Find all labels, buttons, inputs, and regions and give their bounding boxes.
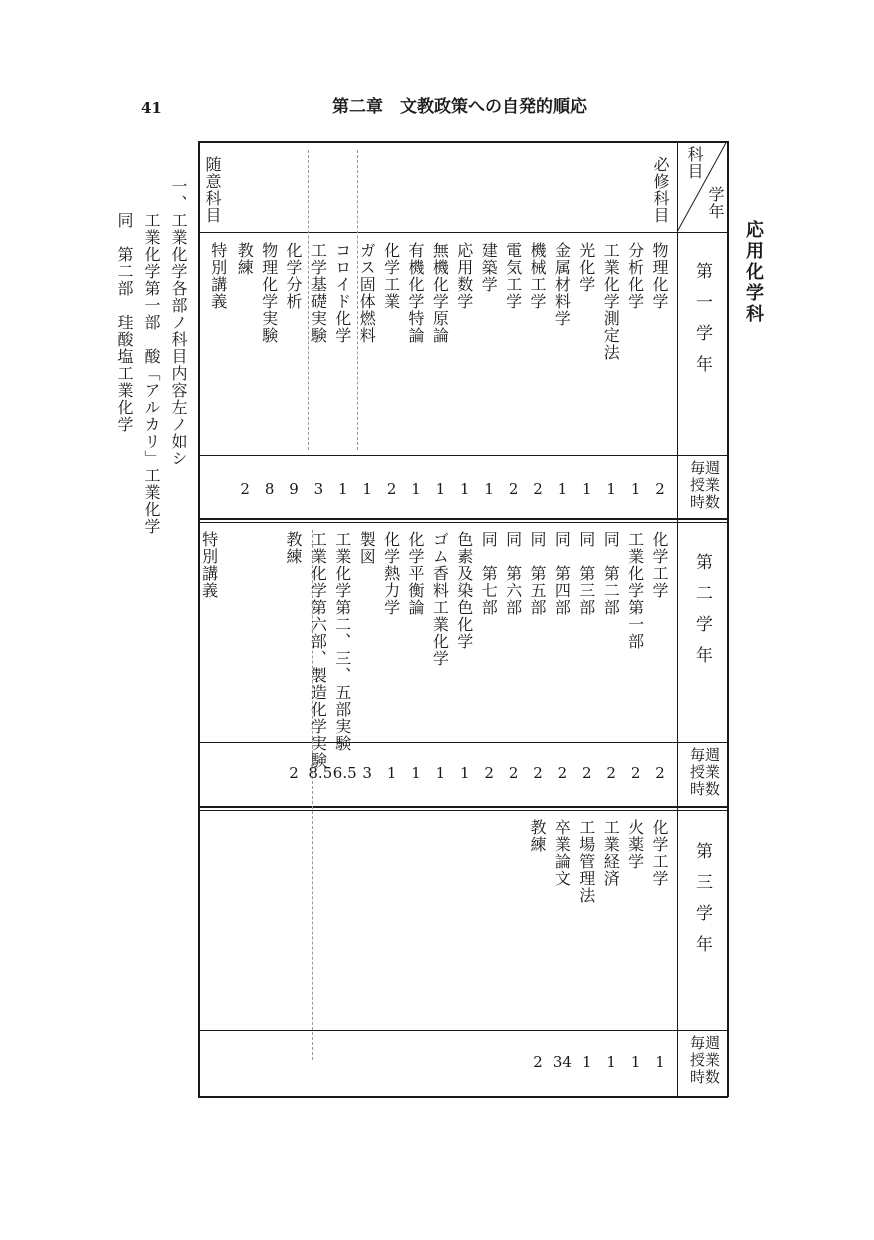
- subject-name: ガス固体燃料: [357, 242, 377, 344]
- subject-name: 火薬学: [625, 819, 645, 870]
- subject-name: 教練: [284, 531, 303, 565]
- subject-name: 応用数学: [454, 242, 474, 310]
- subject-hours: 1: [655, 1053, 665, 1071]
- subject-name: 同 第三部: [576, 531, 596, 616]
- subject-hours: 1: [606, 1053, 616, 1071]
- subject-name: 特別講義: [199, 531, 219, 599]
- subject-hours: 1: [630, 1053, 641, 1071]
- subject-hours: 2: [533, 480, 543, 498]
- subject-name: 同 第五部: [528, 531, 547, 616]
- subject-hours: 3: [362, 764, 372, 782]
- subject-hours: 6.5: [332, 764, 357, 782]
- subject-name: 建築学: [479, 242, 499, 293]
- subject-hours: 1: [630, 480, 641, 498]
- subject-hours: 2: [655, 480, 665, 498]
- year1-double-border: [198, 522, 727, 523]
- subject-name: 工場管理法: [576, 819, 596, 904]
- subject-name: ゴム香料工業化学: [430, 531, 450, 667]
- subject-hours: 1: [460, 480, 470, 498]
- subject-name: 色素及染色化学: [454, 531, 474, 650]
- table-right-border: [727, 141, 729, 1097]
- year2-hours-border: [198, 742, 727, 743]
- subject-name: 化学工業: [381, 242, 401, 310]
- subject-name: 有機化学特論: [406, 242, 425, 344]
- subject-hours: 2: [655, 764, 665, 782]
- subject-name: 化学分析: [284, 242, 303, 310]
- table-bottom-border: [198, 1096, 728, 1098]
- note-line-2: 工業化学第一部 酸「アルカリ」工業化学: [142, 212, 161, 535]
- year1-hours-label: 毎週授業時数: [689, 459, 720, 511]
- subject-name: 物理化学: [650, 242, 669, 310]
- subject-name: 化学熱力学: [381, 531, 401, 616]
- subject-hours: 1: [435, 764, 446, 782]
- year1-hours-border: [198, 455, 727, 456]
- subject-hours: 2: [289, 764, 299, 782]
- chapter-title: 第二章 文教政策への自発的順応: [332, 97, 587, 117]
- page-number: 41: [141, 99, 162, 117]
- subject-name: 教練: [528, 819, 547, 853]
- subject-hours: 1: [582, 1053, 592, 1071]
- subject-name: 工業化学測定法: [601, 242, 621, 361]
- year-label-column-border: [677, 141, 678, 1097]
- subject-hours: 2: [240, 480, 250, 498]
- subject-hours: 3: [313, 480, 324, 498]
- subject-hours: 2: [386, 480, 397, 498]
- subject-hours: 2: [630, 764, 641, 782]
- subject-hours: 1: [484, 480, 494, 498]
- subject-hours: 2: [606, 764, 616, 782]
- subject-hours: 2: [533, 1053, 543, 1071]
- subject-hours: 2: [484, 764, 494, 782]
- subject-name: 電気工学: [503, 242, 523, 310]
- header-row-border: [198, 232, 727, 233]
- year2-bottom-border: [198, 806, 727, 808]
- subject-name: 卒業論文: [552, 819, 572, 887]
- subject-name: 化学平衡論: [406, 531, 425, 616]
- corner-subject-label: 科目: [685, 146, 704, 180]
- subject-hours: 8.5: [308, 764, 333, 782]
- subject-name: 光化学: [576, 242, 596, 293]
- subject-hours: 34: [552, 1053, 572, 1071]
- subject-name: 製図: [357, 531, 377, 565]
- subject-hours: 1: [386, 764, 397, 782]
- subject-name: 工業経済: [601, 819, 621, 887]
- subject-name: 同 第七部: [479, 531, 499, 616]
- subject-hours: 2: [582, 764, 592, 782]
- subject-hours: 1: [460, 764, 470, 782]
- department-title: 応用化学科: [743, 220, 764, 325]
- subject-name: 同 第二部: [601, 531, 621, 616]
- table-left-border: [198, 141, 200, 1097]
- year2-hours-label: 毎週授業時数: [689, 746, 720, 798]
- subject-hours: 2: [508, 764, 519, 782]
- note-line-3: 同 第二部 珪酸塩工業化学: [115, 212, 134, 433]
- subject-name: 無機化学原論: [430, 242, 450, 344]
- subject-name: 同 第六部: [503, 531, 523, 616]
- subject-hours: 2: [508, 480, 519, 498]
- subject-name: 工業化学第六部、製造化学実験: [308, 531, 328, 769]
- year2-double-border: [198, 810, 727, 811]
- year3-label: 第三学年: [692, 842, 712, 966]
- subject-hours: 8: [264, 480, 275, 498]
- subject-name: 化学工学: [650, 819, 669, 887]
- subject-hours: 2: [557, 764, 568, 782]
- year1-label: 第一学年: [692, 262, 712, 386]
- required-subjects-label: 必修科目: [651, 156, 670, 224]
- subject-name: 金属材料学: [552, 242, 572, 327]
- table-top-border: [198, 141, 728, 143]
- year2-label: 第二学年: [692, 553, 712, 677]
- subject-name: 物理化学実験: [259, 242, 279, 344]
- year3-hours-label: 毎週授業時数: [689, 1034, 720, 1086]
- subject-hours: 2: [533, 764, 543, 782]
- elective-subjects-label: 随意科目: [203, 156, 222, 224]
- year3-hours-border: [198, 1030, 727, 1031]
- subject-name: 特別講義: [208, 242, 228, 310]
- subject-hours: 1: [411, 764, 421, 782]
- subject-name: コロイド化学: [332, 242, 352, 344]
- subject-hours: 1: [557, 480, 568, 498]
- subject-hours: 1: [411, 480, 421, 498]
- subject-name: 化学工学: [650, 531, 669, 599]
- corner-year-label: 学年: [706, 186, 725, 220]
- subject-hours: 1: [606, 480, 616, 498]
- subject-name: 工業化学第一部: [625, 531, 645, 650]
- year1-bottom-border: [198, 518, 727, 520]
- subject-name: 教練: [235, 242, 255, 276]
- subject-name: 同 第四部: [552, 531, 572, 616]
- subject-name: 工業化学第二、三、五部実験: [332, 531, 352, 752]
- note-line-1: 一、工業化学各部ノ科目内容左ノ如シ: [169, 178, 188, 467]
- subject-hours: 9: [289, 480, 299, 498]
- subject-name: 工学基礎実験: [308, 242, 328, 344]
- subject-name: 機械工学: [528, 242, 547, 310]
- subject-hours: 1: [338, 480, 348, 498]
- subject-hours: 1: [582, 480, 592, 498]
- subject-hours: 1: [362, 480, 372, 498]
- subject-name: 分析化学: [625, 242, 645, 310]
- subject-hours: 1: [435, 480, 446, 498]
